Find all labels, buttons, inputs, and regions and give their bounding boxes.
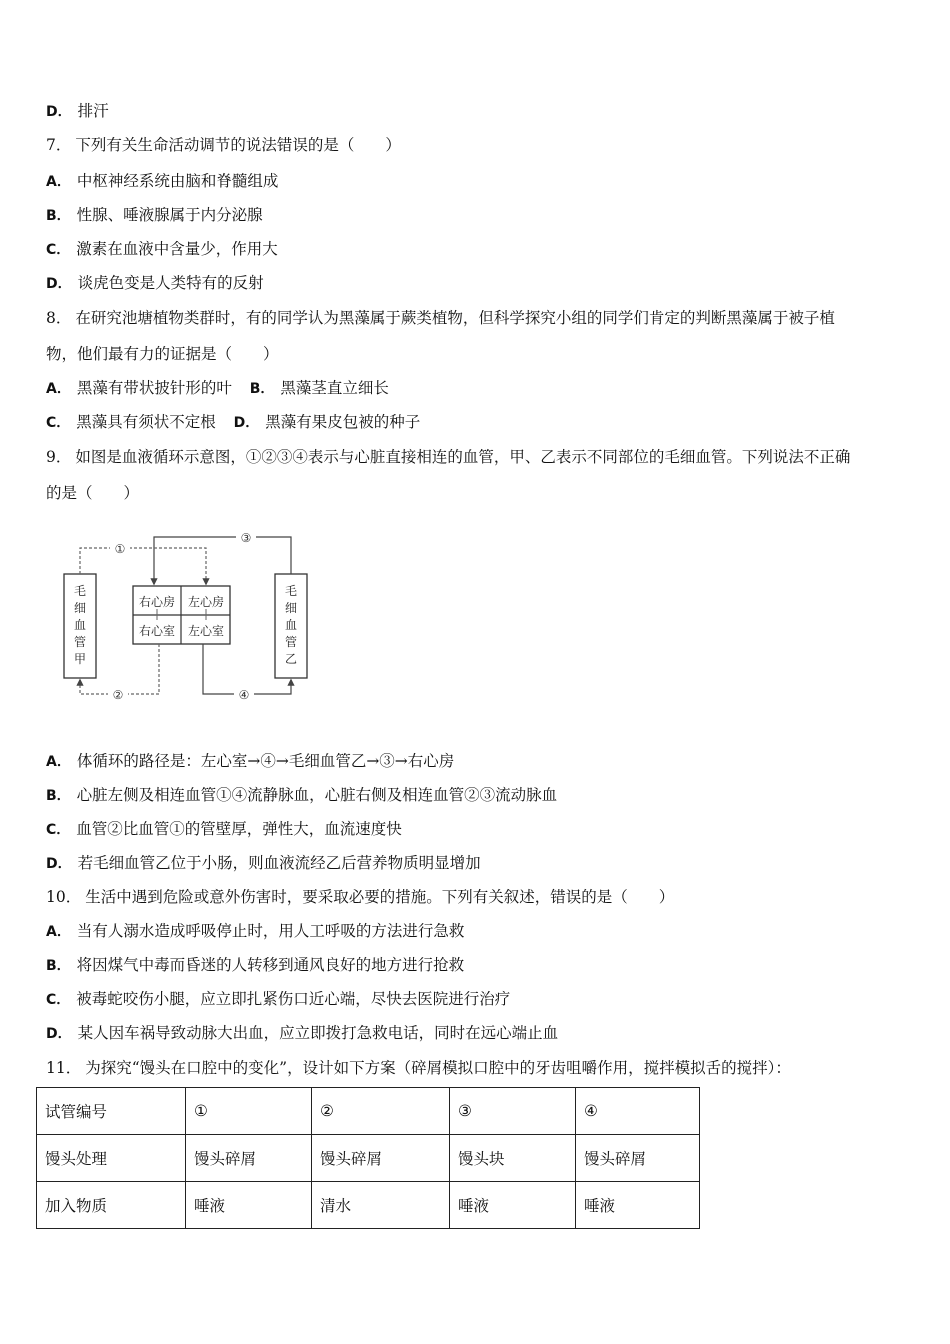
q7-option-b: B． 性腺、唾液腺属于内分泌腺 — [46, 206, 263, 224]
q10-stem: 10． 生活中遇到危险或意外伤害时，要采取必要的措施。下列有关叙述，错误的是（ ） — [46, 888, 675, 906]
table-cell: 唾液 — [450, 1182, 576, 1229]
table-row — [37, 1088, 700, 1135]
label-4: ④ — [238, 688, 250, 702]
vessel-3-line — [154, 537, 291, 584]
capillary-yi-char: 乙 — [284, 652, 298, 666]
capillary-jia-char: 管 — [73, 635, 87, 649]
experiment-table — [36, 1087, 700, 1229]
table-cell: ③ — [450, 1088, 576, 1135]
table-cell: 馒头碎屑 — [576, 1135, 700, 1182]
right-ventricle-label: 右心室 — [138, 624, 176, 638]
q10-option-b: B． 将因煤气中毒而昏迷的人转移到通风良好的地方进行抢救 — [46, 956, 465, 974]
table-cell: 馒头块 — [450, 1135, 576, 1182]
capillary-yi-char: 细 — [284, 601, 298, 615]
q9-option-c: C． 血管②比血管①的管壁厚，弹性大，血流速度快 — [46, 820, 402, 838]
table-cell: 馒头处理 — [37, 1135, 186, 1182]
label-1: ① — [114, 542, 126, 556]
table-cell: ② — [312, 1088, 450, 1135]
q9-option-d: D． 若毛细血管乙位于小肠，则血液流经乙后营养物质明显增加 — [46, 854, 481, 872]
q9-option-b: B． 心脏左侧及相连血管①④流静脉血，心脏右侧及相连血管②③流动脉血 — [46, 786, 558, 804]
q11-stem: 11． 为探究“馒头在口腔中的变化”，设计如下方案（碎屑模拟口腔中的牙齿咀嚼作用，搅拌模拟舌的搅拌）： — [46, 1059, 791, 1077]
right-atrium-label: 右心房 — [138, 595, 176, 609]
q7-stem: 7． 下列有关生命活动调节的说法错误的是（ ） — [46, 136, 401, 154]
capillary-jia-char: 甲 — [73, 652, 87, 666]
table-cell: 唾液 — [576, 1182, 700, 1229]
q10-option-c: C． 被毒蛇咬伤小腿，应立即扎紧伤口近心端，尽快去医院进行治疗 — [46, 990, 511, 1008]
capillary-jia-char: 毛 — [73, 584, 87, 598]
blood-circulation-diagram — [46, 512, 346, 722]
vessel-1-line — [80, 548, 206, 584]
capillary-yi-char: 血 — [284, 618, 298, 632]
q8-options-cd: C． 黑藻具有须状不定根 D． 黑藻有果皮包被的种子 — [46, 413, 421, 431]
q8-options-ab: A． 黑藻有带状披针形的叶 B． 黑藻茎直立细长 — [46, 379, 389, 397]
table-row — [37, 1182, 700, 1229]
table-cell: 馒头碎屑 — [312, 1135, 450, 1182]
q8-stem-line2: 物，他们最有力的证据是（ ） — [46, 345, 279, 363]
q10-option-d: D． 某人因车祸导致动脉大出血，应立即拨打急救电话，同时在远心端止血 — [46, 1024, 559, 1042]
q7-option-a: A． 中枢神经系统由脑和脊髓组成 — [46, 172, 279, 190]
capillary-yi-char: 管 — [284, 635, 298, 649]
label-2: ② — [112, 688, 124, 702]
q9-stem-line2: 的是（ ） — [46, 484, 140, 502]
q10-option-a: A． 当有人溺水造成呼吸停止时，用人工呼吸的方法进行急救 — [46, 922, 465, 940]
q7-option-c: C． 激素在血液中含量少，作用大 — [46, 240, 278, 258]
table-cell: ① — [186, 1088, 312, 1135]
table-cell: 清水 — [312, 1182, 450, 1229]
q9-stem-line1: 9． 如图是血液循环示意图，①②③④表示与心脏直接相连的血管，甲、乙表示不同部位的毛细血管。下列说法不正确 — [46, 448, 851, 466]
left-ventricle-label: 左心室 — [187, 624, 225, 638]
q8-stem-line1: 8． 在研究池塘植物类群时，有的同学认为黑藻属于蕨类植物，但科学探究小组的同学们肯定的判断黑藻属于被子植 — [46, 309, 835, 327]
q6-option-d: D． 排汗 — [46, 102, 109, 120]
left-atrium-label: 左心房 — [187, 595, 225, 609]
table-cell: 唾液 — [186, 1182, 312, 1229]
table-row — [37, 1135, 700, 1182]
capillary-jia-char: 细 — [73, 601, 87, 615]
table-cell: ④ — [576, 1088, 700, 1135]
capillary-yi-char: 毛 — [284, 584, 298, 598]
table-cell: 试管编号 — [37, 1088, 186, 1135]
q7-option-d: D． 谈虎色变是人类特有的反射 — [46, 274, 264, 292]
q9-option-a: A． 体循环的路径是：左心室→④→毛细血管乙→③→右心房 — [46, 752, 455, 770]
label-3: ③ — [240, 531, 252, 545]
table-cell: 加入物质 — [37, 1182, 186, 1229]
table-cell: 馒头碎屑 — [186, 1135, 312, 1182]
capillary-jia-char: 血 — [73, 618, 87, 632]
